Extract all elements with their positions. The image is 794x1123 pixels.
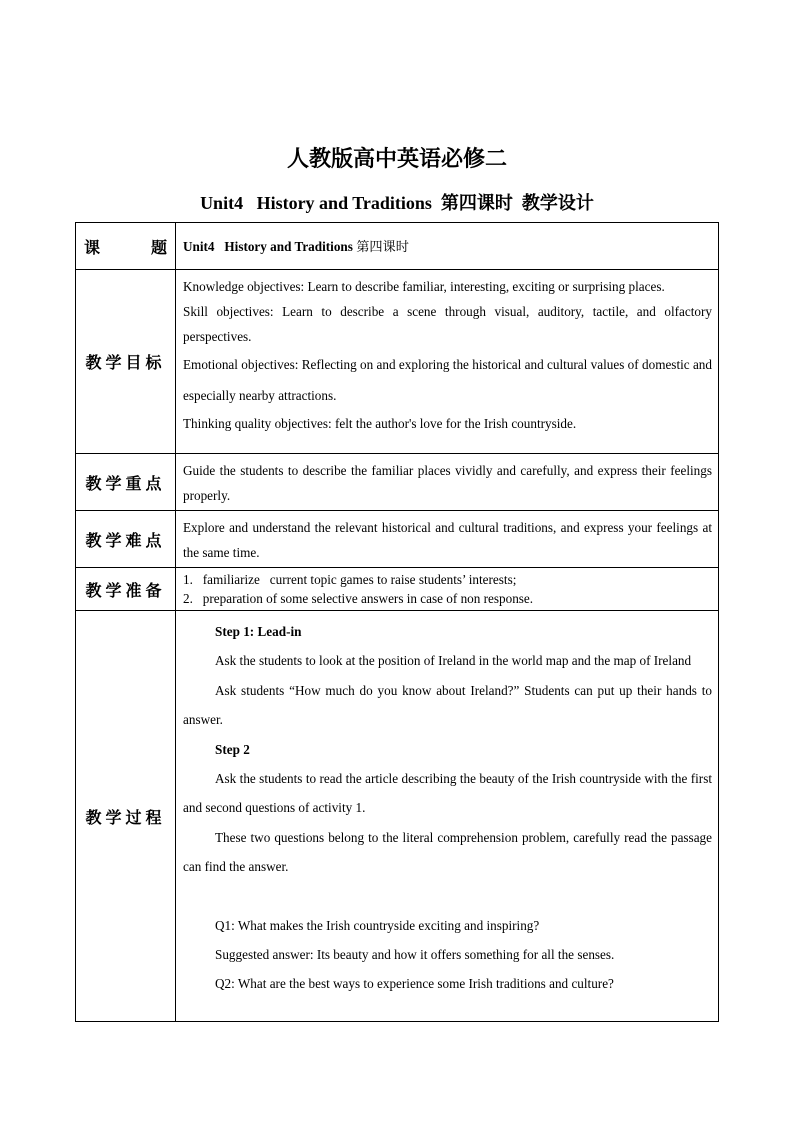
- step2-paragraph: Ask the students to read the article describing the beauty of the Irish countryside with the first and second questions of activity 1.: [183, 771, 712, 816]
- answer-1: Suggested answer: Its beauty and how it offers something for all the senses.: [215, 947, 615, 963]
- page-title: 人教版高中英语必修二: [286, 146, 507, 171]
- step2-title: Step 2: [215, 741, 250, 757]
- preparation-item: 2. preparation of some selective answers in case of non response.: [183, 591, 534, 606]
- objective-emotional: Emotional objectives: Reflecting on and exploring the historical and cultural values of domestic and especially nearby attractions.: [183, 357, 712, 403]
- label-objectives: 教学目标: [76, 270, 176, 454]
- step1-paragraph: Ask the students to look at the position of Ireland in the world map and the map of Ireland: [215, 653, 692, 669]
- label-process: 教学过程: [76, 611, 176, 1022]
- topic-en: Unit4 History and Traditions: [183, 239, 353, 254]
- blank-line: [183, 882, 712, 911]
- label-preparation: 教学准备: [76, 568, 176, 611]
- lesson-plan-table: [75, 222, 719, 1022]
- objective-knowledge: Knowledge objectives: Learn to describe familiar, interesting, exciting or surprising places.: [183, 279, 665, 294]
- process-content: [176, 611, 719, 1022]
- row-preparation: [76, 568, 719, 611]
- topic-cn: 第四课时: [356, 239, 409, 254]
- label-topic-b: 题: [150, 237, 167, 257]
- row-process: [76, 611, 719, 1022]
- label-topic-a: 课: [84, 237, 101, 257]
- label-difficulties: 教学难点: [76, 511, 176, 568]
- row-difficulties: [76, 511, 719, 568]
- question-1: Q1: What makes the Irish countryside exciting and inspiring?: [215, 917, 540, 933]
- difficulties-content: Explore and understand the relevant historical and cultural traditions, and express your feelings at the same time.: [176, 511, 719, 568]
- key-points-content: Guide the students to describe the familiar places vividly and carefully, and express their feelings properly.: [176, 454, 719, 511]
- objective-skill: Skill objectives: Learn to describe a scene through visual, auditory, tactile, and olfactory perspectives.: [183, 304, 712, 344]
- topic-content: [176, 223, 719, 270]
- page-subtitle: Unit4 History and Traditions 第四课时 教学设计: [200, 193, 594, 213]
- objective-thinking: Thinking quality objectives: felt the author's love for the Irish countryside.: [183, 416, 577, 431]
- step1-title: Step 1: Lead-in: [215, 624, 302, 639]
- label-key-points: 教学重点: [76, 454, 176, 511]
- row-key-points: [76, 454, 719, 511]
- label-topic: [76, 223, 176, 270]
- row-objectives: [76, 270, 719, 454]
- question-2: Q2: What are the best ways to experience some Irish traditions and culture?: [215, 976, 614, 992]
- preparation-content: [176, 568, 719, 611]
- step1-paragraph: Ask students “How much do you know about Ireland?” Students can put up their hands to answer.: [183, 682, 712, 728]
- preparation-item: 1. familiarize current topic games to raise students’ interests;: [183, 572, 517, 587]
- objectives-content: [176, 270, 719, 454]
- row-topic: [76, 223, 719, 270]
- step2-paragraph: These two questions belong to the literal comprehension problem, carefully read the passage can find the answer.: [183, 829, 712, 875]
